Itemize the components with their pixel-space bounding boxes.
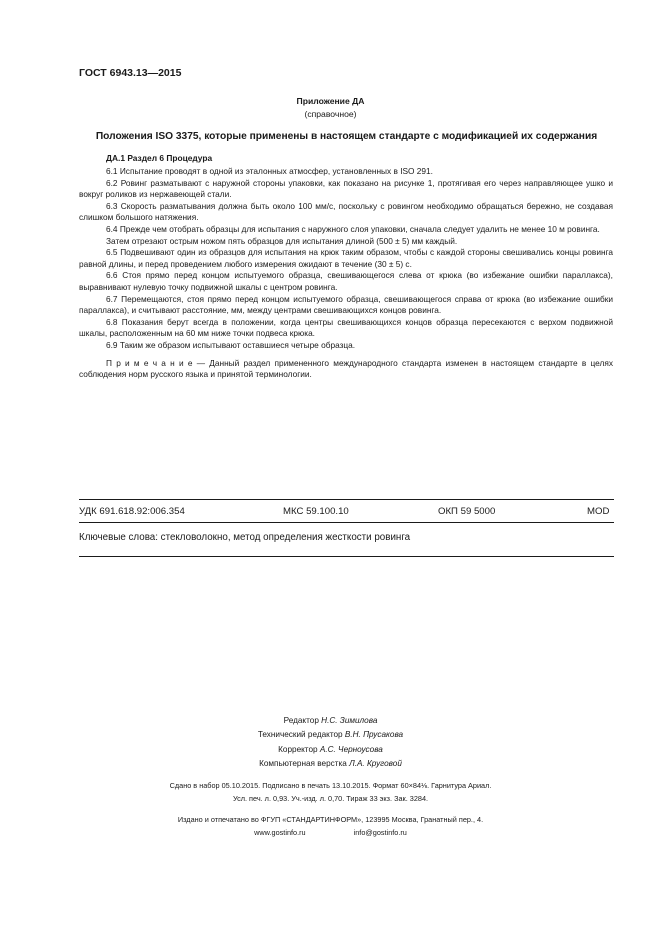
proofreader-line: [0, 743, 661, 757]
website-link[interactable]: www.gostinfo.ru: [254, 828, 306, 837]
paragraph-6-3: 6.3 Скорость разматывания должна быть около 100 мм/с, поскольку с ровингом необходимо обращаться бережно, не создавая слишком большого натяжения.: [79, 200, 613, 223]
proofreader-role: Корректор: [278, 744, 318, 754]
imprint-line-2: Усл. печ. л. 0,93. Уч.-изд. л. 0,70. Тираж 33 экз. Зак. 3284.: [232, 794, 429, 803]
paragraph-6-2: 6.2 Ровинг разматывают с наружной стороны упаковки, как показано на рисунке 1, протягивая его через направляющее ушко и вокруг роликов из нержавеющей стали.: [79, 177, 613, 200]
paragraph-6-5: 6.5 Подвешивают один из образцов для испытания на крюк таким образом, чтобы с каждой стороны свешивались концы ровинга равной длины, и перед проведением любого измерения ожидают в течение (30 ± 5) с.: [79, 247, 613, 269]
okp-code: ОКП 59 5000: [438, 506, 496, 517]
paragraph-6-7: 6.7 Перемещаются, стоя прямо перед концом испытуемого образца, свешивающегося справа от крюка (во избежание ошибки параллакса), и считывают расстояние, мм, между центрами свешивающихся концов ровинга.: [79, 293, 613, 316]
procedure-text: [79, 166, 613, 381]
tech-editor-name: В.Н. Прусакова: [344, 730, 404, 740]
editor-line: [0, 714, 661, 728]
paragraph-6-4-cont: Затем отрезают острым ножом пять образцов для испытания длиной (500 ± 5) мм каждый.: [106, 235, 458, 246]
layout-name: Л.А. Круговой: [349, 758, 402, 768]
tech-editor-role: Технический редактор: [257, 730, 343, 740]
appendix-title: Приложение ДА: [296, 96, 365, 106]
keywords: Ключевые слова: стекловолокно, метод определения жесткости ровинга: [79, 532, 411, 543]
layout-line: [0, 757, 661, 771]
email-link[interactable]: info@gostinfo.ru: [353, 828, 407, 837]
divider-top: [79, 499, 614, 500]
divider-bottom: [79, 556, 614, 557]
divider-middle: [79, 522, 614, 523]
appendix-subtitle: (справочное): [304, 109, 357, 119]
note: П р и м е ч а н и е — Данный раздел примененного международного стандарта изменен в настоящем стандарте в целях соблюдения норм русского языка и принятой терминологии.: [79, 357, 613, 380]
paragraph-6-1: 6.1 Испытание проводят в одной из эталонных атмосфер, установленных в ISO 291.: [106, 166, 433, 176]
publisher-line: Издано и отпечатано во ФГУП «СТАНДАРТИНФОРМ», 123995 Москва, Гранатный пер., 4.: [177, 815, 484, 824]
paragraph-6-4: 6.4 Прежде чем отобрать образцы для испытания с наружного слоя упаковки, сначала следует удалить не менее 10 м ровинга.: [106, 223, 600, 234]
tech-editor-line: [0, 728, 661, 742]
editors-block: [0, 714, 661, 771]
contact-line: [0, 828, 661, 837]
editor-role: Редактор: [283, 716, 319, 725]
mod-label: MOD: [587, 506, 610, 517]
subsection-heading: ДА.1 Раздел 6 Процедура: [106, 153, 213, 163]
paragraph-6-9: 6.9 Таким же образом испытывают оставшиеся четыре образца.: [106, 339, 356, 350]
editor-name: Н.С. Зимилова: [321, 716, 378, 725]
standard-code: ГОСТ 6943.13—2015: [79, 67, 182, 79]
imprint-line-1: Сдано в набор 05.10.2015. Подписано в печать 13.10.2015. Формат 60×84⅛. Гарнитура Ариал.: [169, 781, 492, 790]
layout-role: Компьютерная верстка: [259, 758, 347, 768]
udk-code: УДК 691.618.92:006.354: [79, 506, 185, 517]
proofreader-name: А.С. Черноусова: [319, 744, 383, 754]
mks-code: МКС 59.100.10: [283, 506, 349, 517]
paragraph-6-8: 6.8 Показания берут всегда в положении, когда центры свешивающихся концов образца пересекаются с верхом подвижной шкалы, расположенным на 60 мм ниже точки подвеса крюка.: [79, 316, 613, 339]
paragraph-6-6: 6.6 Стоя прямо перед концом испытуемого образца, свешивающегося слева от крюка (во избежание ошибки параллакса), выравнивают нулевую точку подвижной шкалы с центром ровинга.: [79, 270, 613, 292]
section-title: Положения ISO 3375, которые применены в настоящем стандарте с модификацией их содержания: [95, 131, 598, 142]
